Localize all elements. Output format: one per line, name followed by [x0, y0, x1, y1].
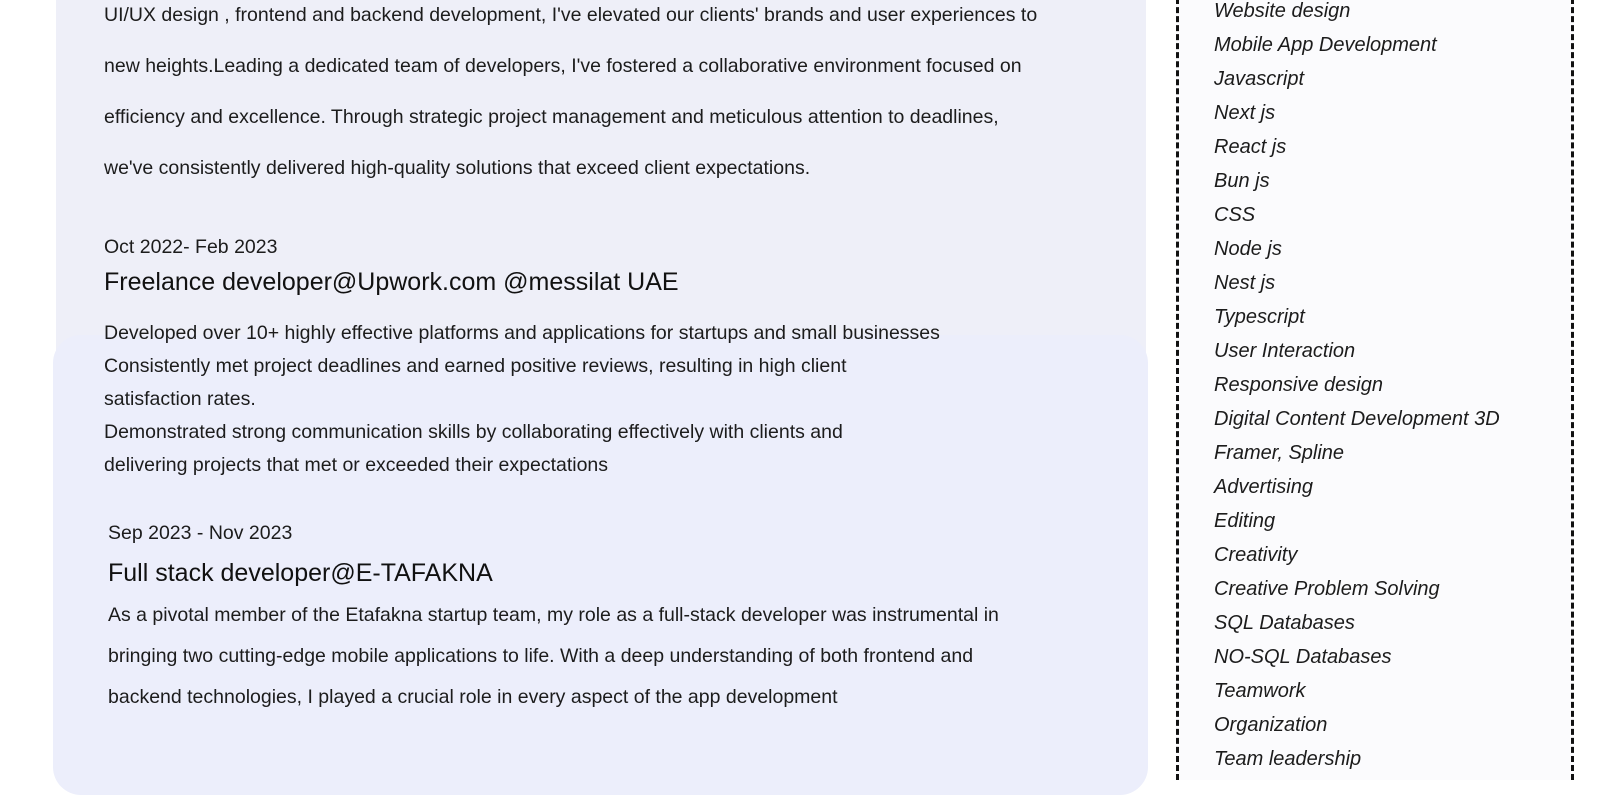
skill-item: Digital Content Development 3D — [1214, 408, 1500, 430]
skill-item: Node js — [1214, 238, 1282, 260]
intro-line: UI/UX design , frontend and backend development, I've elevated our clients' brands and user experiences to — [104, 4, 1038, 26]
skill-item: Creative Problem Solving — [1214, 578, 1440, 600]
etafakna-title: Full stack developer@E-TAFAKNA — [108, 559, 493, 587]
skill-item: Creativity — [1214, 544, 1298, 566]
etafakna-line: backend technologies, I played a crucial role in every aspect of the app development — [108, 686, 838, 708]
skill-item: React js — [1214, 136, 1287, 158]
skill-item: CSS — [1214, 204, 1256, 226]
etafakna-line: As a pivotal member of the Etafakna startup team, my role as a full-stack developer was instrumental in — [108, 604, 999, 626]
freelance-line: delivering projects that met or exceeded their expectations — [104, 454, 609, 476]
skills-list — [1214, 0, 1500, 776]
skill-item: Javascript — [1214, 68, 1305, 90]
skill-item: Mobile App Development — [1214, 34, 1437, 56]
skill-item: Bun js — [1214, 170, 1270, 192]
skill-item: Organization — [1214, 714, 1328, 736]
skill-item: Typescript — [1214, 306, 1305, 328]
skill-item: Teamwork — [1214, 680, 1306, 702]
freelance-line: satisfaction rates. — [104, 388, 256, 410]
freelance-line: Developed over 10+ highly effective platforms and applications for startups and small businesses — [104, 322, 940, 344]
intro-line: we've consistently delivered high-quality solutions that exceed client expectations. — [104, 157, 811, 179]
skill-item: User Interaction — [1214, 340, 1356, 362]
skill-item: NO-SQL Databases — [1214, 646, 1392, 668]
freelance-line: Demonstrated strong communication skills by collaborating effectively with clients and — [104, 421, 843, 443]
skill-item: Next js — [1214, 102, 1276, 124]
intro-line: new heights.Leading a dedicated team of developers, I've fostered a collaborative environment focused on — [104, 55, 1022, 77]
freelance-date: Oct 2022- Feb 2023 — [104, 236, 278, 258]
skill-item: Nest js — [1214, 272, 1276, 294]
intro-line: efficiency and excellence. Through strategic project management and meticulous attention to deadlines, — [104, 106, 999, 128]
skill-item: Responsive design — [1214, 374, 1383, 396]
etafakna-line: bringing two cutting-edge mobile applications to life. With a deep understanding of both frontend and — [108, 645, 974, 667]
skill-item: Editing — [1214, 510, 1276, 532]
skill-item: Website design — [1214, 0, 1351, 22]
etafakna-date: Sep 2023 - Nov 2023 — [108, 522, 293, 544]
skill-item: Framer, Spline — [1214, 442, 1345, 464]
skill-item: Team leadership — [1214, 748, 1362, 770]
freelance-title: Freelance developer@Upwork.com @messilat UAE — [104, 268, 679, 296]
skill-item: Advertising — [1214, 476, 1313, 498]
skill-item: SQL Databases — [1214, 612, 1355, 634]
freelance-line: Consistently met project deadlines and earned positive reviews, resulting in high client — [104, 355, 847, 377]
